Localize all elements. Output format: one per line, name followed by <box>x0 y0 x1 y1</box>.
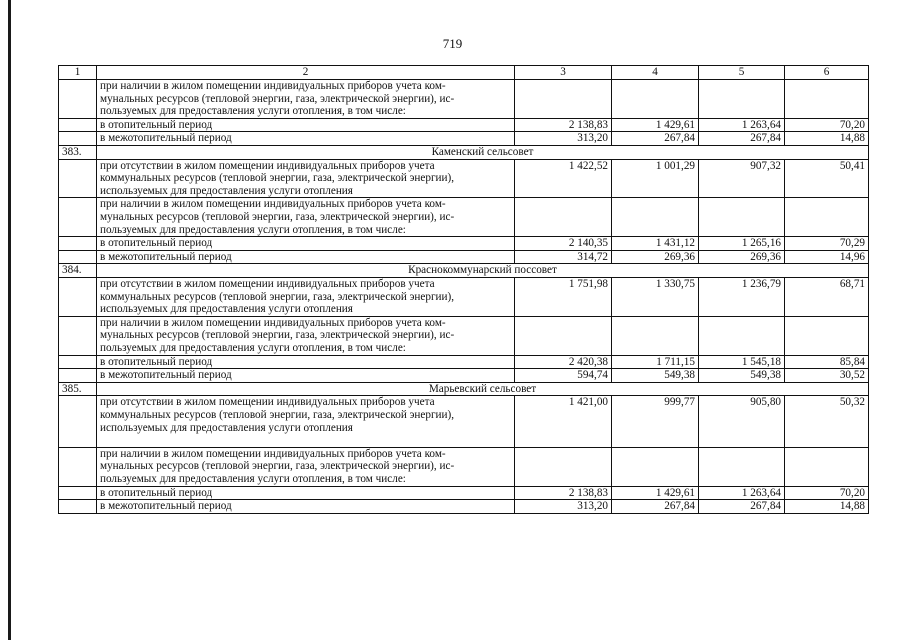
section-number: 385. <box>59 382 97 396</box>
period-label: в отопительный период <box>97 486 515 500</box>
value-col-4: 1 711,15 <box>612 355 699 369</box>
row-number-cell <box>59 316 97 355</box>
value-col-5 <box>699 80 785 119</box>
value-col-6: 14,88 <box>785 132 869 146</box>
value-col-3: 1 751,98 <box>515 277 612 316</box>
section-title: Каменский сельсовет <box>97 145 869 159</box>
row-number-cell <box>59 277 97 316</box>
value-col-4: 999,77 <box>612 396 699 447</box>
value-col-3 <box>515 198 612 237</box>
value-col-5: 905,80 <box>699 396 785 447</box>
value-col-4: 1 431,12 <box>612 237 699 251</box>
row-number-cell <box>59 369 97 383</box>
table-row <box>59 316 869 355</box>
value-col-3 <box>515 80 612 119</box>
value-col-3 <box>515 447 612 486</box>
value-col-3: 313,20 <box>515 500 612 514</box>
table-row <box>59 145 869 159</box>
period-label: в межотопительный период <box>97 250 515 264</box>
table-row <box>59 486 869 500</box>
period-label: в межотопительный период <box>97 132 515 146</box>
row-number-cell <box>59 132 97 146</box>
table-row <box>59 447 869 486</box>
period-label: в отопительный период <box>97 118 515 132</box>
table-row <box>59 250 869 264</box>
value-col-5: 1 265,16 <box>699 237 785 251</box>
value-col-6: 14,96 <box>785 250 869 264</box>
row-number-cell <box>59 80 97 119</box>
value-col-4: 1 429,61 <box>612 118 699 132</box>
row-number-cell <box>59 198 97 237</box>
value-col-4 <box>612 198 699 237</box>
value-col-5: 1 263,64 <box>699 486 785 500</box>
value-col-6: 14,88 <box>785 500 869 514</box>
value-col-3: 2 138,83 <box>515 118 612 132</box>
table-row <box>59 355 869 369</box>
period-label: в межотопительный период <box>97 369 515 383</box>
value-col-3: 2 140,35 <box>515 237 612 251</box>
value-col-4: 1 330,75 <box>612 277 699 316</box>
section-title: Марьевский сельсовет <box>97 382 869 396</box>
table-row <box>59 382 869 396</box>
value-col-5 <box>699 447 785 486</box>
table-row <box>59 396 869 447</box>
page-edge-bar <box>8 0 11 640</box>
column-header-3: 3 <box>515 66 612 80</box>
table-row <box>59 198 869 237</box>
tariff-table <box>58 65 869 514</box>
value-col-3: 2 138,83 <box>515 486 612 500</box>
value-col-5: 267,84 <box>699 500 785 514</box>
column-header-2: 2 <box>97 66 515 80</box>
condition-label: при отсутствии в жилом помещении индивидуальных приборов учета коммунальных ресурсов (тепловой энергии, газа, электрической энергии), используемых для предоставления услуги отопления <box>97 159 515 198</box>
value-col-5: 907,32 <box>699 159 785 198</box>
row-number-cell <box>59 396 97 447</box>
table-row <box>59 237 869 251</box>
value-col-6: 70,20 <box>785 486 869 500</box>
value-col-6 <box>785 198 869 237</box>
row-number-cell <box>59 500 97 514</box>
value-col-5 <box>699 198 785 237</box>
table-row <box>59 159 869 198</box>
value-col-3: 1 421,00 <box>515 396 612 447</box>
value-col-3: 1 422,52 <box>515 159 612 198</box>
period-label: в отопительный период <box>97 237 515 251</box>
column-header-1: 1 <box>59 66 97 80</box>
condition-label: при отсутствии в жилом помещении индивидуальных приборов учета коммунальных ресурсов (тепловой энергии, газа, электрической энергии), используемых для предоставления услуги отопления <box>97 396 515 447</box>
value-col-6 <box>785 80 869 119</box>
table-row <box>59 118 869 132</box>
value-col-3 <box>515 316 612 355</box>
section-number: 383. <box>59 145 97 159</box>
row-number-cell <box>59 447 97 486</box>
condition-label: при наличии в жилом помещении индивидуальных приборов учета ком- мунальных ресурсов (тепловой энергии, газа, электрической энергии), ис- пользуемых для предоставления услуги отопления, в том числе: <box>97 198 515 237</box>
value-col-3: 314,72 <box>515 250 612 264</box>
table-row <box>59 264 869 278</box>
table-row <box>59 369 869 383</box>
value-col-4 <box>612 316 699 355</box>
section-title: Краснокоммунарский поссовет <box>97 264 869 278</box>
value-col-4: 549,38 <box>612 369 699 383</box>
column-header-4: 4 <box>612 66 699 80</box>
value-col-6: 70,20 <box>785 118 869 132</box>
value-col-3: 313,20 <box>515 132 612 146</box>
value-col-5: 549,38 <box>699 369 785 383</box>
value-col-5 <box>699 316 785 355</box>
value-col-6: 85,84 <box>785 355 869 369</box>
value-col-4: 267,84 <box>612 132 699 146</box>
value-col-4: 269,36 <box>612 250 699 264</box>
value-col-5: 267,84 <box>699 132 785 146</box>
value-col-3: 594,74 <box>515 369 612 383</box>
value-col-6: 70,29 <box>785 237 869 251</box>
table-row <box>59 132 869 146</box>
row-number-cell <box>59 355 97 369</box>
section-number: 384. <box>59 264 97 278</box>
value-col-4 <box>612 447 699 486</box>
table-row <box>59 80 869 119</box>
value-col-4: 267,84 <box>612 500 699 514</box>
period-label: в отопительный период <box>97 355 515 369</box>
value-col-4 <box>612 80 699 119</box>
value-col-6 <box>785 316 869 355</box>
column-header-5: 5 <box>699 66 785 80</box>
value-col-4: 1 001,29 <box>612 159 699 198</box>
table-row <box>59 277 869 316</box>
row-number-cell <box>59 237 97 251</box>
table-header-row <box>59 66 869 80</box>
row-number-cell <box>59 250 97 264</box>
row-number-cell <box>59 486 97 500</box>
value-col-5: 1 236,79 <box>699 277 785 316</box>
value-col-6: 50,32 <box>785 396 869 447</box>
value-col-6: 30,52 <box>785 369 869 383</box>
row-number-cell <box>59 118 97 132</box>
value-col-6: 50,41 <box>785 159 869 198</box>
table-row <box>59 500 869 514</box>
value-col-5: 269,36 <box>699 250 785 264</box>
condition-label: при наличии в жилом помещении индивидуальных приборов учета ком- мунальных ресурсов (тепловой энергии, газа, электрической энергии), ис- пользуемых для предоставления услуги отопления, в том числе: <box>97 447 515 486</box>
row-number-cell <box>59 159 97 198</box>
value-col-4: 1 429,61 <box>612 486 699 500</box>
value-col-5: 1 263,64 <box>699 118 785 132</box>
column-header-6: 6 <box>785 66 869 80</box>
value-col-6: 68,71 <box>785 277 869 316</box>
value-col-3: 2 420,38 <box>515 355 612 369</box>
page-number: 719 <box>442 36 463 51</box>
value-col-6 <box>785 447 869 486</box>
value-col-5: 1 545,18 <box>699 355 785 369</box>
condition-label: при отсутствии в жилом помещении индивидуальных приборов учета коммунальных ресурсов (тепловой энергии, газа, электрической энергии), используемых для предоставления услуги отопления <box>97 277 515 316</box>
condition-label: при наличии в жилом помещении индивидуальных приборов учета ком- мунальных ресурсов (тепловой энергии, газа, электрической энергии), ис- пользуемых для предоставления услуги отопления, в том числе: <box>97 316 515 355</box>
condition-label: при наличии в жилом помещении индивидуальных приборов учета ком- мунальных ресурсов (тепловой энергии, газа, электрической энергии), ис- пользуемых для предоставления услуги отопления, в том числе: <box>97 80 515 119</box>
period-label: в межотопительный период <box>97 500 515 514</box>
